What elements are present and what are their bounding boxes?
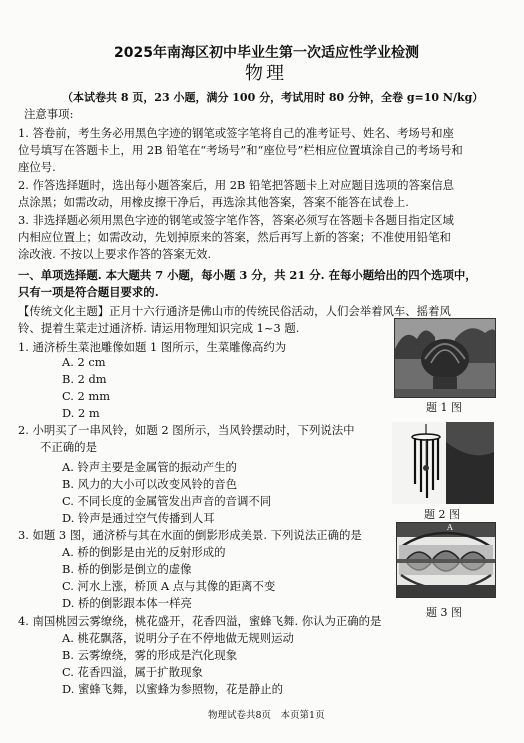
note-line: 点涂黑；如需改动，用橡皮擦干净后，再选涂其他答案，答案不能答在试卷上. (18, 195, 409, 209)
question-3-stem: 3. 如题 3 图，通济桥与其在水面的倒影形成美景. 下列说法正确的是 (18, 528, 362, 542)
question-2-option-d: D. 铃声是通过空气传播到人耳 (62, 511, 215, 525)
question-2-option-b: B. 风力的大小可以改变风铃的音色 (62, 477, 238, 491)
question-2-option-a: A. 铃声主要是金属管的振动产生的 (62, 460, 237, 474)
figure-2-caption: 题 2 图 (424, 508, 460, 521)
exam-info: （本试卷共 8 页，23 小题，满分 100 分，考试用时 80 分钟，全卷 g=10 N/kg） (62, 91, 484, 104)
question-4-stem: 4. 南国桃园云雾缭绕，桃花盛开，花香四溢，蜜蜂飞舞. 你认为正确的是 (18, 614, 382, 628)
figure-3-caption: 题 3 图 (426, 606, 462, 619)
figure-1-lettuce-statue (394, 318, 496, 398)
question-4-option-d: D. 蜜蜂飞舞，以蜜蜂为参照物，花是静止的 (62, 682, 284, 696)
subject-title: 物理 (245, 63, 287, 84)
question-1-stem: 1. 通济桥生菜池雕像如题 1 图所示，生菜雕像高约为 (18, 340, 287, 354)
figure-2-wind-chime (392, 422, 494, 504)
question-3-option-a: A. 桥的倒影是由光的反射形成的 (62, 545, 226, 559)
question-1-option-d: D. 2 m (62, 406, 100, 420)
figure-1-caption: 题 1 图 (426, 401, 462, 414)
section-heading-cont: 只有一项是符合题目要求的. (18, 285, 159, 299)
question-1-option-b: B. 2 dm (62, 372, 107, 386)
figure-2-image (392, 422, 494, 504)
section-heading: 一、单项选择题. 本大题共 7 小题，每小题 3 分，共 21 分. 在每小题给出的四个选项中， (18, 268, 477, 282)
question-1-option-c: C. 2 mm (62, 389, 111, 403)
note-line: 座位号. (18, 160, 56, 174)
figure-3-point-label: A (447, 523, 453, 532)
notes-heading: 注意事项: (24, 107, 74, 121)
theme-intro-cont: 铃、提着生菜走过通济桥. 请运用物理知识完成 1~3 题. (18, 321, 300, 335)
note-line: 涂改液. 不按以上要求作答的答案无效. (18, 247, 212, 261)
page-footer: 物理试卷共8页 本页第1页 (208, 710, 325, 721)
figure-3-bridge-reflection (396, 522, 496, 598)
theme-intro: 【传统文化主题】正月十六行通济是佛山市的传统民俗活动，人们会举着风车、摇着风 (18, 304, 451, 318)
question-3-option-d: D. 桥的倒影跟本体一样亮 (62, 596, 192, 610)
note-line: 3. 非选择题必须用黑色字迹的钢笔或签字笔作答，答案必须写在答题卡各题目指定区域 (18, 213, 454, 227)
figure-3-image (397, 523, 495, 597)
note-line: 位号填写在答题卡上，用 2B 铅笔在“考场号”和“座位号”栏相应位置填涂自己的考场号和 (18, 143, 463, 157)
question-3-option-c: C. 河水上涨，桥顶 A 点与其像的距离不变 (62, 579, 276, 593)
question-3-option-b: B. 桥的倒影是倒立的虚像 (62, 562, 192, 576)
question-4-option-b: B. 云雾缭绕，雾的形成是汽化现象 (62, 648, 238, 662)
question-2-stem: 2. 小明买了一串风铃，如题 2 图所示，当风铃摆动时，下列说法中 (18, 423, 355, 437)
question-2-stem-cont: 不正确的是 (40, 440, 97, 454)
question-4-option-a: A. 桃花飘落，说明分子在不停地做无规则运动 (62, 631, 294, 645)
question-1-option-a: A. 2 cm (62, 355, 106, 369)
figure-1-image (395, 319, 495, 397)
exam-title: 2025年南海区初中毕业生第一次适应性学业检测 (114, 45, 419, 61)
question-2-option-c: C. 不同长度的金属管发出声音的音调不同 (62, 494, 272, 508)
question-4-option-c: C. 花香四溢，属于扩散现象 (62, 665, 203, 679)
note-line: 2. 作答选择题时，选出每小题答案后，用 2B 铅笔把答题卡上对应题目选项的答案信息 (18, 178, 455, 192)
note-line: 内相应位置上；如需改动，先划掉原来的答案，然后再写上新的答案；不准使用铅笔和 (18, 230, 451, 244)
note-line: 1. 答卷前，考生务必用黑色字迹的钢笔或签字笔将自己的准考证号、姓名、考场号和座 (18, 126, 454, 140)
